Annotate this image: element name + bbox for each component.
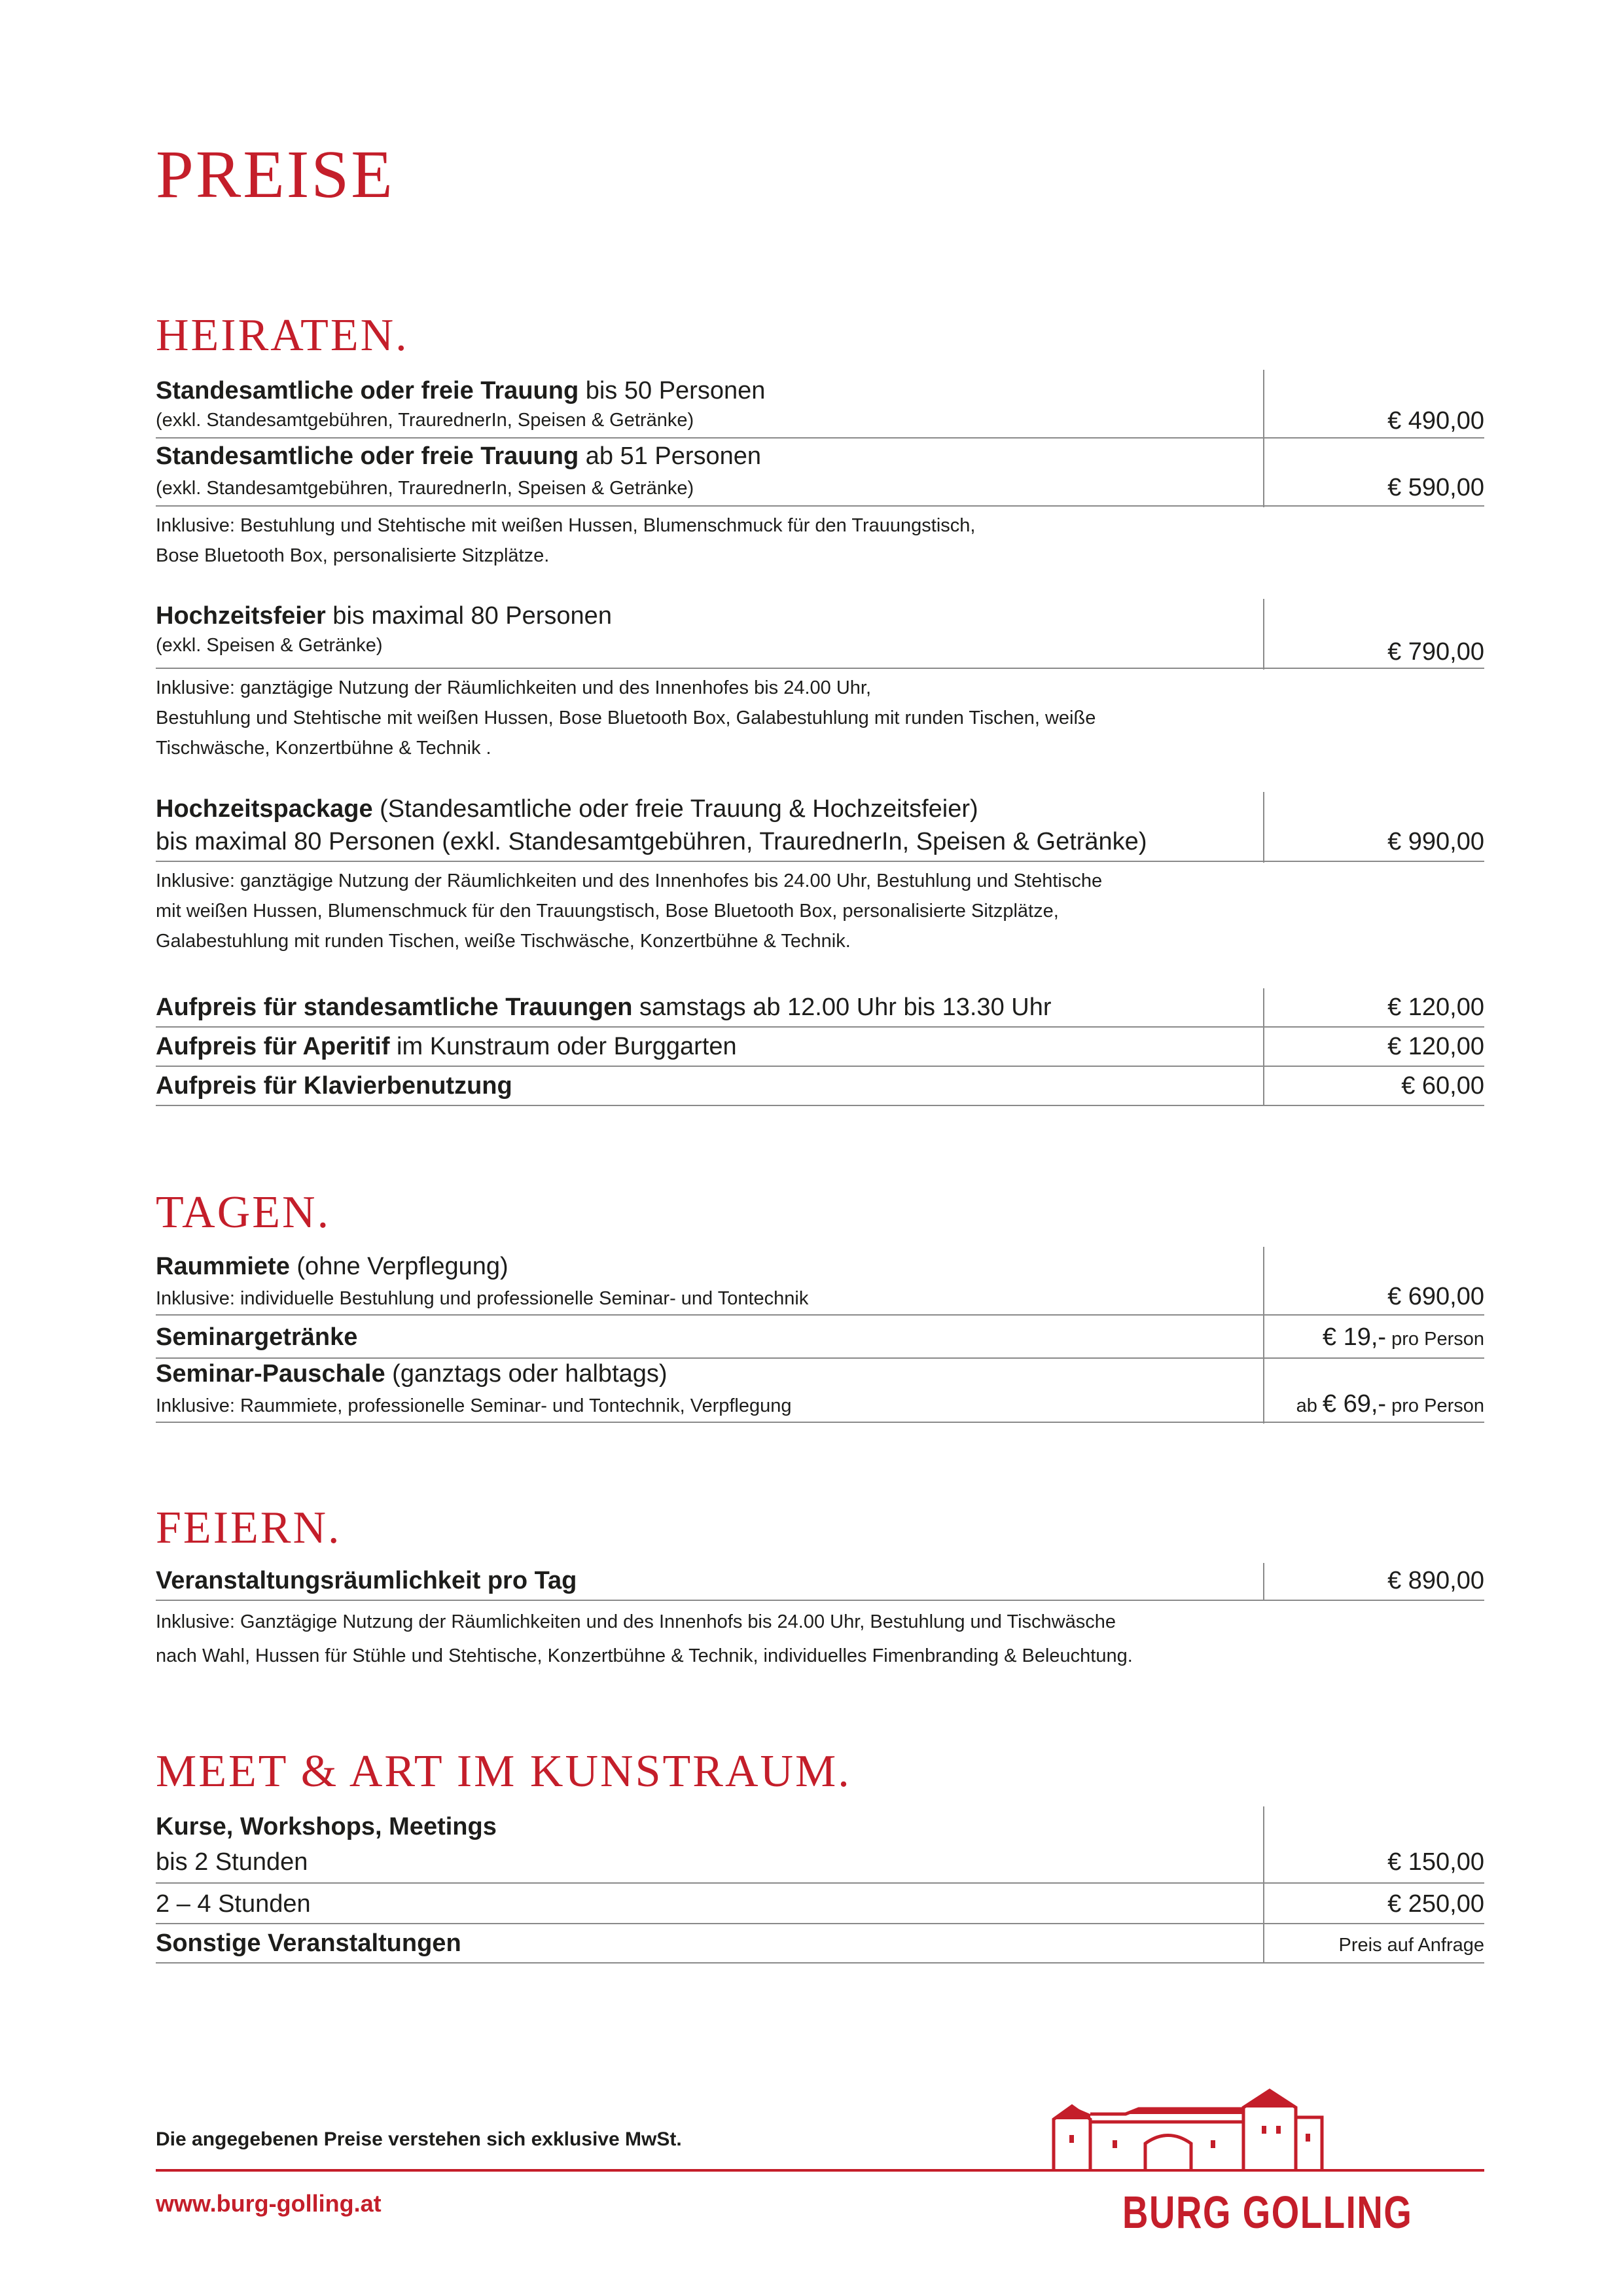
price-value: € 590,00 bbox=[1387, 474, 1484, 501]
price-row-seminar-pauschale: Seminar-Pauschale (ganztags oder halbtags) Inklusive: Raummiete, professionelle Seminar- und Tontechnik, Verpflegung ab € 69,- pro Person bbox=[156, 1360, 1484, 1423]
row-note: (exkl. Standesamtgebühren, TraurednerIn, Speisen & Getränke) bbox=[156, 478, 694, 499]
vat-note: Die angegebenen Preise verstehen sich exklusive MwSt. bbox=[156, 2128, 682, 2150]
price-row-trauung-bis-50: Standesamtliche oder freie Trauung bis 50 Personen (exkl. Standesamtgebühren, TraurednerIn, Speisen & Getränke) € 490,00 bbox=[156, 373, 1484, 439]
inclusions-feiern: Inklusive: Ganztägige Nutzung der Räumlichkeiten und des Innenhofs bis 24.00 Uhr, Bestuhlung und Tischwäsche nach Wahl, Hussen für Stühle und Stehtische, Konzertbühne & Technik, individuelles Fimenbranding & Beleuchtung. bbox=[156, 1611, 1133, 1666]
price-row-2-4-stunden: 2 – 4 Stunden € 250,00 bbox=[156, 1886, 1484, 1924]
section-title-meet-art: MEET & ART IM KUNSTRAUM. bbox=[156, 1746, 851, 1797]
price-row-seminargetraenke: Seminargetränke € 19,- pro Person bbox=[156, 1317, 1484, 1359]
website-link[interactable]: www.burg-golling.at bbox=[156, 2190, 382, 2217]
price-row-aufpreis-samstag: Aufpreis für standesamtliche Trauungen samstags ab 12.00 Uhr bis 13.30 Uhr € 120,00 bbox=[156, 990, 1484, 1028]
section-title-feiern: FEIERN. bbox=[156, 1503, 342, 1553]
inclusions-trauung: Inklusive: Bestuhlung und Stehtische mit weißen Hussen, Blumenschmuck für den Trauungstisch, Bose Bluetooth Box, personalisierte Sitzplätze. bbox=[156, 515, 976, 566]
logo-wordmark: BURG GOLLING bbox=[1122, 2187, 1413, 2238]
inclusions-package: Inklusive: ganztägige Nutzung der Räumlichkeiten und des Innenhofes bis 24.00 Uhr, Bestuhlung und Stehtische mit weißen Hussen, Blumenschmuck für den Trauungstisch, Bose Bluetooth Box, personalisierte Sitzplätze, Galabestuhlung mit runden Tischen, weiße Tischwäsche, Konzertbühne & Technik. bbox=[156, 870, 1103, 952]
price-row-hochzeitspackage: Hochzeitspackage (Standesamtliche oder freie Trauung & Hochzeitsfeier) bis maximal 80 Personen (exkl. Standesamtgebühren, TraurednerIn, Speisen & Getränke) € 990,00 bbox=[156, 795, 1484, 862]
price-value: € 490,00 bbox=[1387, 407, 1484, 435]
price-row-veranstaltungsraum: Veranstaltungsräumlichkeit pro Tag € 890,00 bbox=[156, 1564, 1484, 1601]
price-row-raummiete: Raummiete (ohne Verpflegung) Inklusive: individuelle Bestuhlung und professionelle Seminar- und Tontechnik € 690,00 bbox=[156, 1250, 1484, 1316]
burg-golling-logo bbox=[1047, 2081, 1413, 2238]
price-row-hochzeitsfeier: Hochzeitsfeier bis maximal 80 Personen (exkl. Speisen & Getränke) € 790,00 bbox=[156, 602, 1484, 669]
price-value: € 890,00 bbox=[1387, 1567, 1484, 1594]
price-value: € 120,00 bbox=[1387, 1033, 1484, 1060]
row-note: Inklusive: Raummiete, professionelle Seminar- und Tontechnik, Verpflegung bbox=[156, 1395, 792, 1416]
price-value: € 790,00 bbox=[1387, 638, 1484, 666]
castle-icon bbox=[1047, 2081, 1374, 2179]
price-value: € 19,- pro Person bbox=[1322, 1323, 1484, 1351]
section-title-tagen: TAGEN. bbox=[156, 1187, 331, 1238]
price-value: ab € 69,- pro Person bbox=[1296, 1390, 1484, 1418]
price-value: € 250,00 bbox=[1387, 1890, 1484, 1918]
price-row-trauung-ab-51: Standesamtliche oder freie Trauung ab 51 Personen (exkl. Standesamtgebühren, TraurednerIn, Speisen & Getränke) € 590,00 bbox=[156, 440, 1484, 507]
price-value: € 690,00 bbox=[1387, 1283, 1484, 1310]
price-row-aufpreis-aperitif: Aufpreis für Aperitif im Kunstraum oder Burggarten € 120,00 bbox=[156, 1029, 1484, 1067]
price-value: € 990,00 bbox=[1387, 828, 1484, 855]
price-row-sonstige: Sonstige Veranstaltungen Preis auf Anfrage bbox=[156, 1926, 1484, 1964]
inclusions-feier: Inklusive: ganztägige Nutzung der Räumlichkeiten und des Innenhofes bis 24.00 Uhr, Bestuhlung und Stehtische mit weißen Hussen, Bose Bluetooth Box, Galabestuhlung mit runden Tischen, weiße Tischwäsche, Konzertbühne & Technik . bbox=[156, 677, 1096, 759]
page-title: PREISE bbox=[156, 137, 395, 212]
section-title-heiraten: HEIRATEN. bbox=[156, 310, 409, 361]
price-value: € 120,00 bbox=[1387, 994, 1484, 1021]
price-row-aufpreis-klavier: Aufpreis für Klavierbenutzung € 60,00 bbox=[156, 1068, 1484, 1106]
price-value: Preis auf Anfrage bbox=[1338, 1935, 1484, 1956]
price-value: € 60,00 bbox=[1401, 1072, 1484, 1100]
row-note: Inklusive: individuelle Bestuhlung und professionelle Seminar- und Tontechnik bbox=[156, 1288, 809, 1309]
meet-heading-row: Kurse, Workshops, Meetings bbox=[156, 1813, 497, 1840]
row-note: (exkl. Standesamtgebühren, TraurednerIn, Speisen & Getränke) bbox=[156, 410, 694, 431]
price-value: € 150,00 bbox=[1387, 1848, 1484, 1876]
row-note: (exkl. Speisen & Getränke) bbox=[156, 635, 383, 656]
price-row-bis-2-stunden: bis 2 Stunden € 150,00 bbox=[156, 1847, 1484, 1884]
